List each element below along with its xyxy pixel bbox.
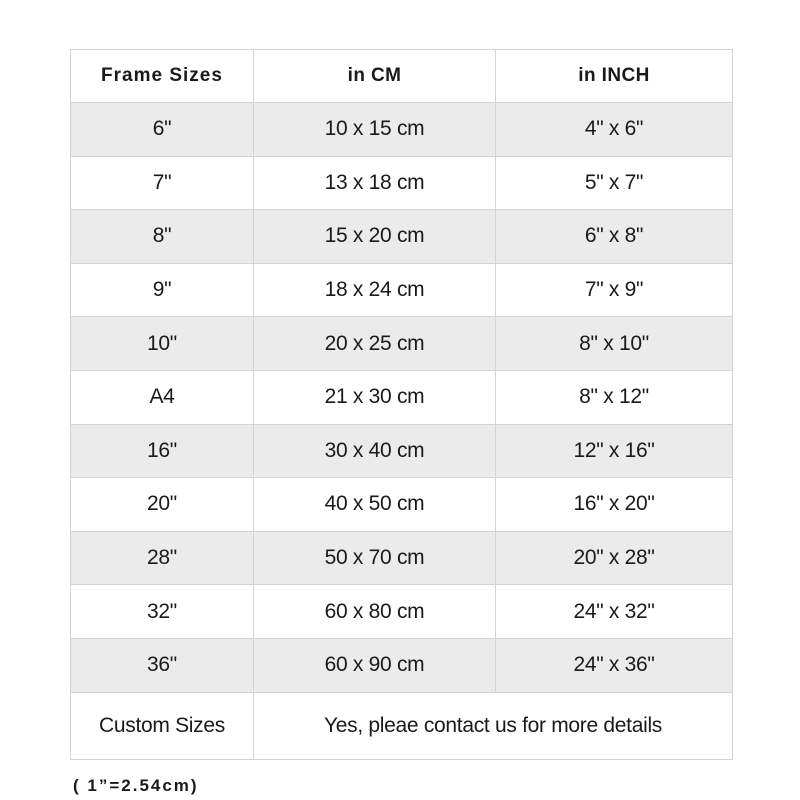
frame-size-cell: 10"	[71, 317, 254, 371]
cm-size-cell: 21 x 30 cm	[254, 370, 496, 424]
inch-size-cell: 24" x 36"	[496, 638, 733, 692]
table-row	[71, 585, 733, 639]
inch-size-cell: 20" x 28"	[496, 531, 733, 585]
inch-size-cell: 5" x 7"	[496, 156, 733, 210]
cm-size-cell: 13 x 18 cm	[254, 156, 496, 210]
table-row	[71, 210, 733, 264]
custom-sizes-label: Custom Sizes	[71, 692, 254, 759]
frame-size-cell: 20"	[71, 478, 254, 532]
cm-size-cell: 40 x 50 cm	[254, 478, 496, 532]
cm-size-cell: 18 x 24 cm	[254, 263, 496, 317]
frame-size-cell: 9"	[71, 263, 254, 317]
table-row	[71, 478, 733, 532]
inch-size-cell: 8" x 12"	[496, 370, 733, 424]
cm-size-cell: 30 x 40 cm	[254, 424, 496, 478]
frame-size-cell: 16"	[71, 424, 254, 478]
cm-size-cell: 10 x 15 cm	[254, 103, 496, 157]
frame-size-cell: 6"	[71, 103, 254, 157]
inch-size-cell: 7" x 9"	[496, 263, 733, 317]
table-row	[71, 638, 733, 692]
cm-size-cell: 60 x 90 cm	[254, 638, 496, 692]
inch-size-cell: 12" x 16"	[496, 424, 733, 478]
table-header-row	[71, 50, 733, 103]
table-row	[71, 103, 733, 157]
inch-size-cell: 8" x 10"	[496, 317, 733, 371]
unit-conversion-note: ( 1”=2.54cm)	[73, 776, 199, 795]
custom-sizes-row	[71, 692, 733, 759]
frame-size-cell: 36"	[71, 638, 254, 692]
frame-size-cell: 7"	[71, 156, 254, 210]
inch-size-cell: 4" x 6"	[496, 103, 733, 157]
frame-size-cell: 8"	[71, 210, 254, 264]
cm-size-cell: 20 x 25 cm	[254, 317, 496, 371]
table-row	[71, 317, 733, 371]
table-row	[71, 370, 733, 424]
header-in-cm: in CM	[254, 50, 496, 103]
table-row	[71, 531, 733, 585]
inch-size-cell: 6" x 8"	[496, 210, 733, 264]
header-in-inch: in INCH	[496, 50, 733, 103]
cm-size-cell: 60 x 80 cm	[254, 585, 496, 639]
cm-size-cell: 15 x 20 cm	[254, 210, 496, 264]
frame-size-cell: 32"	[71, 585, 254, 639]
frame-size-cell: A4	[71, 370, 254, 424]
inch-size-cell: 24" x 32"	[496, 585, 733, 639]
frame-size-cell: 28"	[71, 531, 254, 585]
custom-sizes-note: Yes, pleae contact us for more details	[254, 692, 733, 759]
table-row	[71, 424, 733, 478]
cm-size-cell: 50 x 70 cm	[254, 531, 496, 585]
table-row	[71, 156, 733, 210]
header-frame-sizes: Frame Sizes	[71, 50, 254, 103]
frame-size-table	[70, 49, 733, 760]
table-row	[71, 263, 733, 317]
inch-size-cell: 16" x 20"	[496, 478, 733, 532]
